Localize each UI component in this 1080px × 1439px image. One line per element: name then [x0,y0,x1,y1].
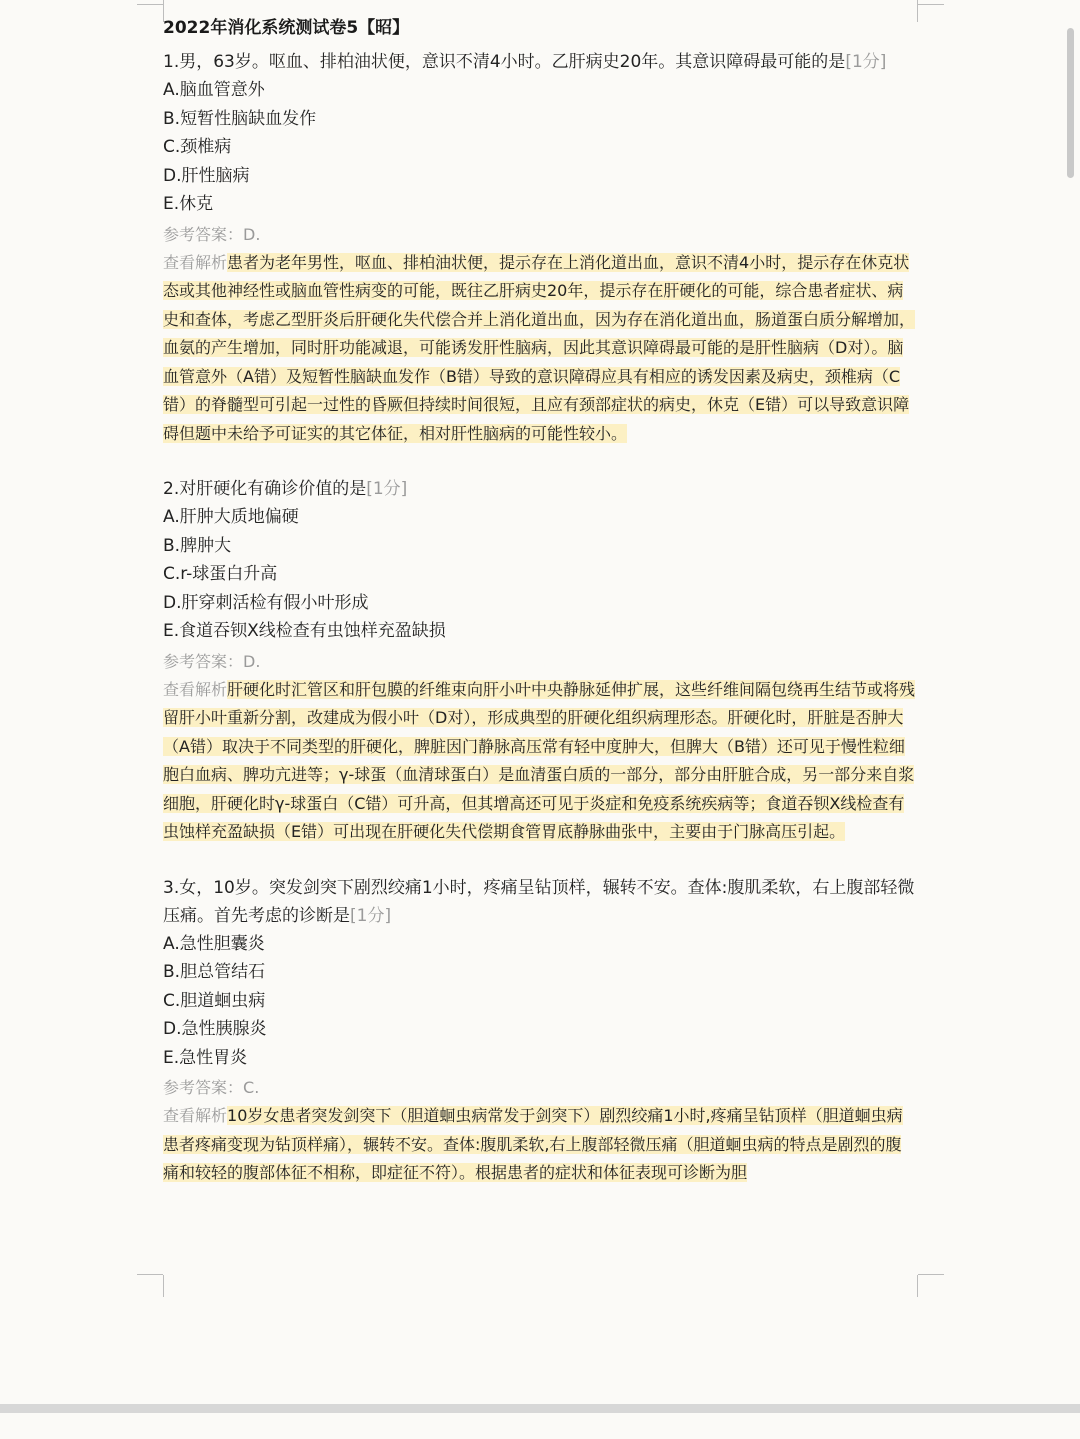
question-stem-text: 2.对肝硬化有确诊价值的是 [163,479,367,499]
question-stem-text: 3.女，10岁。突发剑突下剧烈绞痛1小时，疼痛呈钻顶样，辗转不安。查体:腹肌柔软，右上腹部轻微压痛。首先考虑的诊断是 [163,877,915,926]
crop-mark-bottom-right-h [918,1274,944,1275]
crop-mark-top-left-h [137,4,163,5]
crop-mark-bottom-left-h [137,1274,163,1275]
vertical-scrollbar-thumb[interactable] [1067,28,1074,178]
option-c: C.r-球蛋白升高 [163,564,278,584]
horizontal-scrollbar[interactable] [0,1404,1080,1413]
question-stem [163,475,917,503]
answer-value: C. [243,1078,260,1097]
question-score: [1分] [366,479,408,499]
view-explanation-link[interactable]: 查看解析 [163,679,228,699]
explanation [163,676,917,847]
explanation [163,249,917,449]
option-d: D.肝性脑病 [163,165,250,186]
view-explanation-link[interactable]: 查看解析 [163,252,228,272]
option-b: B.胆总管结石 [163,962,266,982]
view-explanation-link[interactable]: 查看解析 [163,1106,228,1125]
answer-value: D. [243,651,261,671]
crop-mark-bottom-left [163,1275,164,1297]
option-a: A.脑血管意外 [163,80,265,100]
option-c: C.颈椎病 [163,137,232,157]
document-title: 2022年消化系统测试卷5【昭】 [163,18,410,38]
question-1 [163,48,917,448]
explanation-text: 肝硬化时汇管区和肝包膜的纤维束向肝小叶中央静脉延伸扩展，这些纤维间隔包绕再生结节或将残留肝小叶重新分割，改建成为假小叶（D对），形成典型的肝硬化组织病理形态。肝硬化时，肝脏是否肿大（A错）取决于不同类型的肝硬化，脾脏因门静脉高压常有轻中度肿大，但脾大（B错）还可见于慢性粒细胞白血病、脾功亢进等；γ-球蛋（血清球蛋白）是血清蛋白质的一部分，部分由肝脏合成，另一部分来自浆细胞，肝硬化时γ-球蛋白（C错）可升高，但其增高还可见于炎症和免疫系统疾病等；食道吞钡X线检查有虫蚀样充盈缺损（E错）可出现在肝硬化失代偿期食管胃底静脉曲张中，主要由于门脉高压引起。 [163,679,916,841]
crop-mark-top-right-h [918,4,944,5]
option-b: B.脾肿大 [163,535,232,556]
answer-prefix: 参考答案： [163,224,244,244]
option-a: A.肝肿大质地偏硬 [163,507,299,527]
answer-prefix: 参考答案： [163,651,244,671]
answer-value: D. [243,224,261,244]
reference-answer [163,1074,917,1102]
explanation-text: 患者为老年男性，呕血、排柏油状便，提示存在上消化道出血，意识不清4小时，提示存在休克状态或其他神经性或脑血管性病变的可能，既往乙肝病史20年，提示存在肝硬化的可能，综合患者症状、病史和查体，考虑乙型肝炎后肝硬化失代偿合并上消化道出血，因为存在消化道出血，肠道蛋白质分解增加，血氨的产生增加，同时肝功能减退，可能诱发肝性脑病，因此其意识障碍最可能的是肝性脑病（D对）。脑血管意外（A错）及短暂性脑缺血发作（B错）导致的意识障碍应具有相应的诱发因素及病史，颈椎病（C错）的脊髓型可引起一过性的昏厥但持续时间很短，且应有颈部症状的病史，休克（E错）可以导致意识障碍但题中未给予可证实的其它体征，相对肝性脑病的可能性较小。 [163,252,916,443]
question-score: [1分] [350,905,392,926]
option-b: B.短暂性脑缺血发作 [163,108,317,129]
option-a: A.急性胆囊炎 [163,933,265,954]
reference-answer [163,221,917,249]
question-3 [163,874,917,1188]
question-stem-text: 1.男，63岁。呕血、排柏油状便，意识不清4小时。乙肝病史20年。其意识障碍最可能的是 [163,52,846,72]
option-d: D.急性胰腺炎 [163,1019,267,1039]
option-c: C.胆道蛔虫病 [163,990,266,1011]
explanation [163,1102,917,1188]
reference-answer [163,648,917,676]
question-stem [163,874,917,930]
option-e: E.休克 [163,194,214,214]
explanation-text: 10岁女患者突发剑突下（胆道蛔虫病常发于剑突下）剧烈绞痛1小时,疼痛呈钻顶样（胆道蛔虫病患者疼痛变现为钻顶样痛），辗转不安。查体:腹肌柔软,右上腹部轻微压痛（胆道蛔虫病的特点是剧烈的腹痛和较轻的腹部体征不相称，即症征不符）。根据患者的症状和体征表现可诊断为胆 [163,1106,903,1182]
document-content [163,14,917,1215]
option-e: E.急性胃炎 [163,1047,248,1068]
answer-prefix: 参考答案： [163,1078,244,1097]
crop-mark-bottom-right [917,1275,918,1297]
option-e: E.食道吞钡X线检查有虫蚀样充盈缺损 [163,621,446,641]
question-score: [1分] [845,52,887,72]
question-2 [163,475,917,847]
question-stem [163,48,917,76]
option-d: D.肝穿刺活检有假小叶形成 [163,592,369,613]
